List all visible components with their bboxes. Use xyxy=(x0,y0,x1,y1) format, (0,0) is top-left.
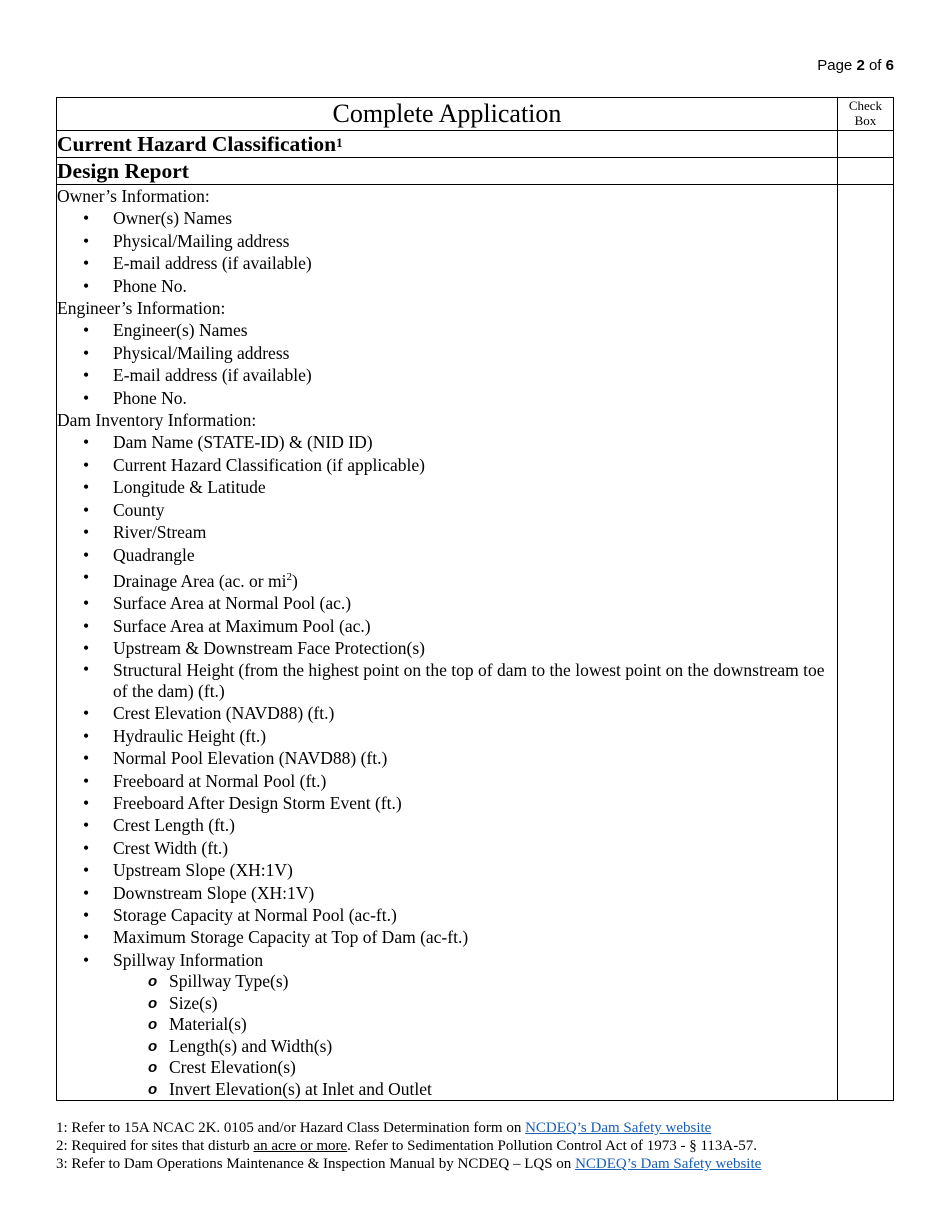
page-total: 6 xyxy=(885,57,894,74)
list-item: • Phone No. xyxy=(57,387,837,409)
sub-list-item: o Material(s) xyxy=(57,1014,837,1036)
dam-inventory-heading: Dam Inventory Information: xyxy=(57,410,257,431)
list-item: • Dam Name (STATE-ID) & (NID ID) xyxy=(57,431,837,453)
list-item: • Hydraulic Height (ft.) xyxy=(57,725,837,747)
footnote-2-post: . Refer to Sedimentation Pollution Control Act of 1973 - § 113A-57. xyxy=(347,1138,757,1154)
engineer-info-list xyxy=(57,319,837,409)
list-item: • Quadrangle xyxy=(57,544,837,566)
sub-list-item: o Size(s) xyxy=(57,993,837,1015)
list-item: • Freeboard After Design Storm Event (ft.) xyxy=(57,792,837,814)
footnote-3-text: 3: Refer to Dam Operations Maintenance & Inspection Manual by NCDEQ – LQS on xyxy=(56,1156,576,1172)
list-item-spillway xyxy=(57,949,837,971)
list-item: • County xyxy=(57,499,837,521)
list-item: • Crest Length (ft.) xyxy=(57,814,837,836)
list-item: • Longitude & Latitude xyxy=(57,476,837,498)
list-item: • Normal Pool Elevation (NAVD88) (ft.) xyxy=(57,747,837,769)
check-box-header xyxy=(837,98,893,131)
page-label: Page xyxy=(817,57,853,74)
list-item: • Engineer(s) Names xyxy=(57,319,837,341)
list-item: • Crest Width (ft.) xyxy=(57,837,837,859)
section-current-hazard xyxy=(57,131,838,158)
owner-info-list xyxy=(57,207,837,297)
list-item: • Structural Height (from the highest point on the top of dam to the lowest point on the downstream toe of the dam) (ft.) xyxy=(57,659,837,702)
section-design-report xyxy=(57,158,838,185)
list-item: • E-mail address (if available) xyxy=(57,364,837,386)
page-current: 2 xyxy=(856,57,865,74)
check-header-line1: Check xyxy=(848,98,883,113)
table-title: Complete Application xyxy=(57,98,838,131)
list-item: • Physical/Mailing address xyxy=(57,342,837,364)
check-header-line2: Box xyxy=(854,113,877,128)
section-current-hazard-title: Current Hazard Classification xyxy=(57,132,337,156)
dam-safety-website-link-1[interactable]: NCDEQ’s Dam Safety website xyxy=(525,1120,712,1136)
list-item: • Physical/Mailing address xyxy=(57,230,837,252)
list-item: • Freeboard at Normal Pool (ft.) xyxy=(57,770,837,792)
page-of: of xyxy=(868,57,882,74)
sub-list-item: o Invert Elevation(s) at Inlet and Outlet xyxy=(57,1079,837,1101)
list-item: • Storage Capacity at Normal Pool (ac-ft.) xyxy=(57,904,837,926)
sub-list-item: o Crest Elevation(s) xyxy=(57,1057,837,1079)
check-box-design-report[interactable] xyxy=(837,158,893,185)
list-item: • E-mail address (if available) xyxy=(57,252,837,274)
spillway-info-list xyxy=(57,971,837,1100)
spillway-info-label: Spillway Information xyxy=(113,949,264,970)
design-report-details xyxy=(57,185,838,1101)
sub-list-item: o Spillway Type(s) xyxy=(57,971,837,993)
list-item: • Maximum Storage Capacity at Top of Dam (ac-ft.) xyxy=(57,926,837,948)
owner-info-heading: Owner’s Information: xyxy=(57,186,210,206)
list-item: • Crest Elevation (NAVD88) (ft.) xyxy=(57,702,837,724)
engineer-info-heading: Engineer’s Information: xyxy=(57,298,226,319)
footnote-ref-1: 1 xyxy=(336,135,343,150)
section-design-report-title: Design Report xyxy=(57,159,189,183)
superscript-2: 2 xyxy=(286,570,292,583)
list-item: • Upstream & Downstream Face Protection(s) xyxy=(57,637,837,659)
dam-inventory-list xyxy=(57,431,837,971)
footnote-2 xyxy=(56,1137,896,1155)
dam-safety-website-link-3[interactable]: NCDEQ’s Dam Safety website xyxy=(575,1156,762,1172)
drainage-area-close: ) xyxy=(291,570,298,591)
page-number xyxy=(817,57,894,74)
list-item: • Phone No. xyxy=(57,275,837,297)
footnote-2-pre: 2: Required for sites that disturb xyxy=(56,1138,254,1154)
footnote-3 xyxy=(56,1155,896,1173)
footnote-1 xyxy=(56,1119,896,1137)
sub-list-item: o Length(s) and Width(s) xyxy=(57,1036,837,1058)
list-item: • Upstream Slope (XH:1V) xyxy=(57,859,837,881)
drainage-area-text: Drainage Area (ac. or mi xyxy=(113,570,287,591)
check-box-current-hazard[interactable] xyxy=(837,131,893,158)
list-item: • River/Stream xyxy=(57,521,837,543)
footnote-1-text: 1: Refer to 15A NCAC 2K. 0105 and/or Hazard Class Determination form on xyxy=(56,1120,526,1136)
list-item: • Downstream Slope (XH:1V) xyxy=(57,882,837,904)
application-checklist-table xyxy=(56,97,894,1101)
list-item: • Current Hazard Classification (if applicable) xyxy=(57,454,837,476)
footnotes xyxy=(56,1119,896,1173)
footnote-2-underlined: an acre or more xyxy=(253,1138,348,1154)
list-item: • Surface Area at Maximum Pool (ac.) xyxy=(57,615,837,637)
list-item-drainage-area xyxy=(57,566,837,592)
list-item: • Surface Area at Normal Pool (ac.) xyxy=(57,592,837,614)
check-box-details-column[interactable] xyxy=(837,185,893,1101)
list-item: • Owner(s) Names xyxy=(57,207,837,229)
